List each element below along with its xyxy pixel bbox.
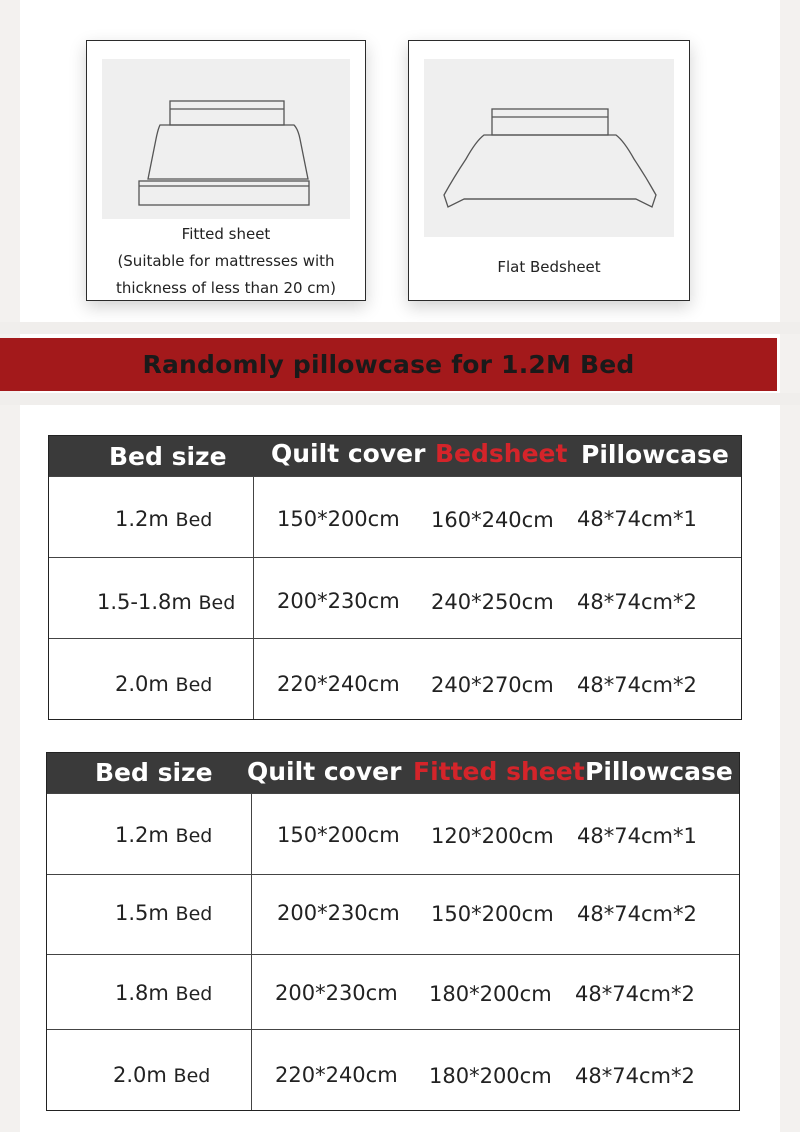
table-header	[49, 436, 741, 476]
cell-bed-size	[97, 590, 235, 614]
fitted-sheet-illustration	[102, 59, 350, 219]
table-row	[47, 954, 739, 1030]
bed-suffix: Bed	[173, 1065, 211, 1087]
cell-pillowcase: 48*74cm*2	[575, 1064, 695, 1088]
caption-line: Flat Bedsheet	[497, 258, 601, 276]
header-bed-size: Bed size	[95, 758, 213, 787]
table-row	[49, 476, 741, 558]
fitted-sheet-bed-icon	[102, 59, 350, 219]
table-row	[47, 874, 739, 955]
flat-sheet-card	[408, 40, 690, 301]
flat-sheet-caption	[409, 254, 689, 281]
fitted-sheet-card	[86, 40, 366, 301]
header-pillowcase: Pillowcase	[585, 757, 733, 786]
cell-bedsheet: 240*250cm	[431, 590, 554, 614]
header-pillowcase: Pillowcase	[581, 440, 729, 469]
bed-size-value: 1.5-1.8m	[97, 590, 192, 614]
table-row	[47, 793, 739, 875]
cell-bed-size	[115, 901, 212, 925]
cell-bedsheet: 160*240cm	[431, 508, 554, 532]
caption-line: (Suitable for mattresses with	[117, 252, 335, 270]
cell-bed-size	[115, 507, 212, 531]
header-quilt-cover: Quilt cover	[247, 757, 402, 786]
cell-pillowcase: 48*74cm*2	[577, 590, 697, 614]
cell-quilt-cover: 150*200cm	[277, 823, 400, 847]
table-header	[47, 753, 739, 793]
size-table-bedsheet	[48, 435, 742, 720]
cell-pillowcase: 48*74cm*2	[577, 673, 697, 697]
cell-bed-size	[113, 1063, 210, 1087]
cell-fitted-sheet: 120*200cm	[431, 824, 554, 848]
cell-pillowcase: 48*74cm*1	[577, 507, 697, 531]
cell-quilt-cover: 220*240cm	[275, 1063, 398, 1087]
cell-pillowcase: 48*74cm*2	[577, 902, 697, 926]
cell-fitted-sheet: 180*200cm	[429, 982, 552, 1006]
bed-suffix: Bed	[175, 903, 213, 925]
header-quilt-cover: Quilt cover	[271, 439, 426, 468]
size-table-fitted-sheet	[46, 752, 740, 1111]
caption-line: thickness of less than 20 cm)	[115, 279, 337, 297]
caption-line: Fitted sheet	[181, 225, 271, 243]
bed-size-value: 2.0m	[113, 1063, 167, 1087]
header-fitted-sheet: Fitted sheet	[413, 757, 585, 786]
cell-bed-size	[115, 981, 212, 1005]
pillowcase-banner	[0, 338, 777, 391]
cell-quilt-cover: 200*230cm	[277, 589, 400, 613]
fitted-sheet-caption	[87, 221, 365, 302]
divider-band	[0, 322, 800, 334]
header-bedsheet: Bedsheet	[435, 439, 568, 468]
cell-bedsheet: 240*270cm	[431, 673, 554, 697]
table-row	[47, 1029, 739, 1111]
bed-suffix: Bed	[175, 674, 213, 696]
cell-bed-size	[115, 672, 212, 696]
cell-quilt-cover: 220*240cm	[277, 672, 400, 696]
bed-size-value: 1.5m	[115, 901, 169, 925]
cell-pillowcase: 48*74cm*1	[577, 824, 697, 848]
cell-fitted-sheet: 150*200cm	[431, 902, 554, 926]
bed-size-value: 2.0m	[115, 672, 169, 696]
bed-size-value: 1.8m	[115, 981, 169, 1005]
cell-quilt-cover: 200*230cm	[275, 981, 398, 1005]
cell-quilt-cover: 200*230cm	[277, 901, 400, 925]
cell-bed-size	[115, 823, 212, 847]
table-row	[49, 557, 741, 639]
divider-band	[0, 393, 800, 405]
bed-suffix: Bed	[198, 592, 236, 614]
bed-suffix: Bed	[175, 825, 213, 847]
table-row	[49, 638, 741, 720]
cell-pillowcase: 48*74cm*2	[575, 982, 695, 1006]
flat-sheet-illustration	[424, 59, 674, 237]
bed-suffix: Bed	[175, 509, 213, 531]
bed-suffix: Bed	[175, 983, 213, 1005]
banner-title: Randomly pillowcase for 1.2M Bed	[142, 350, 635, 379]
cell-quilt-cover: 150*200cm	[277, 507, 400, 531]
bed-size-value: 1.2m	[115, 507, 169, 531]
cell-fitted-sheet: 180*200cm	[429, 1064, 552, 1088]
bed-size-value: 1.2m	[115, 823, 169, 847]
flat-sheet-bed-icon	[424, 59, 674, 237]
header-bed-size: Bed size	[109, 442, 227, 471]
